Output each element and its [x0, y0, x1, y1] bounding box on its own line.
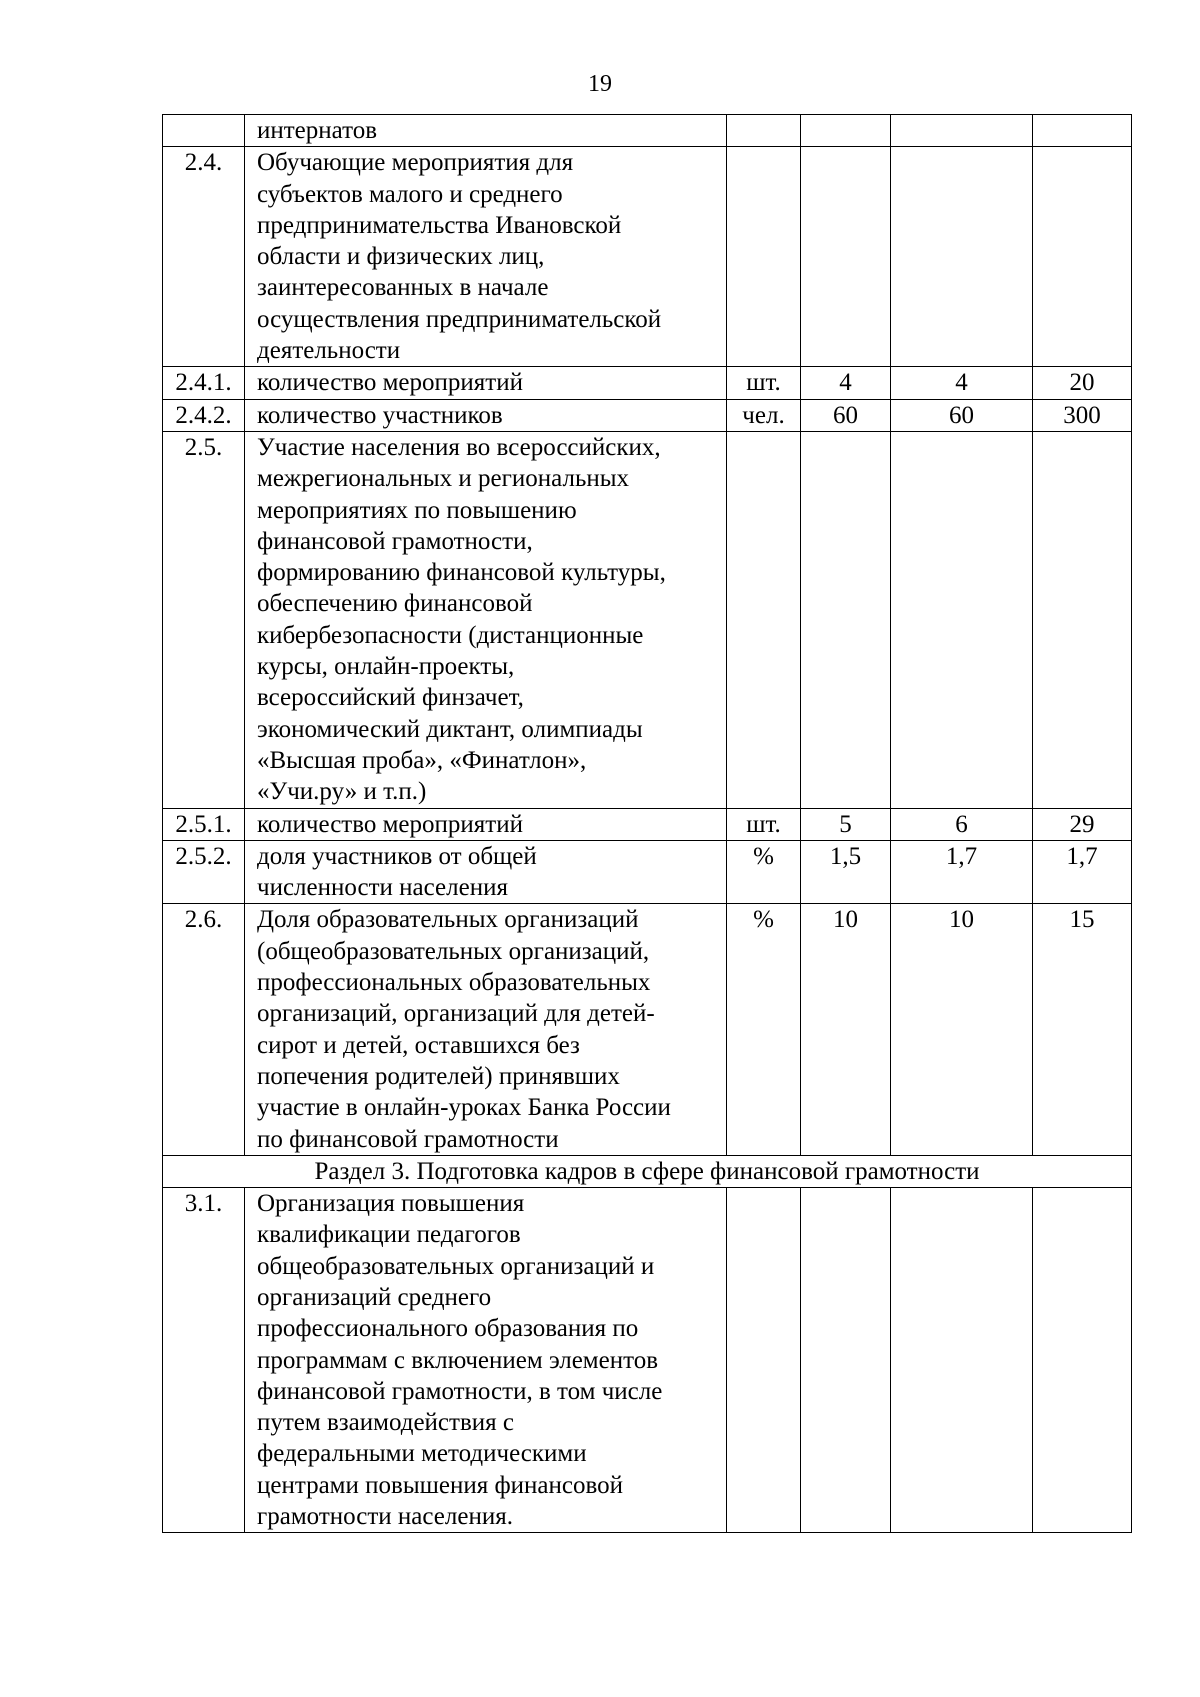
table-row	[163, 115, 1132, 147]
value-cell-3	[1033, 115, 1132, 147]
value-cell-2	[891, 147, 1033, 367]
table-row	[163, 399, 1132, 431]
item-name-line: квалификации педагогов	[257, 1221, 521, 1249]
item-name-line: «Высшая проба», «Финатлон»,	[257, 746, 587, 774]
value-cell-1: 60	[801, 399, 891, 431]
item-name-line: курсы, онлайн-проекты,	[257, 653, 515, 681]
item-name-line: предпринимательства Ивановской	[257, 211, 622, 239]
value-cell-2: 6	[891, 808, 1033, 840]
table-row	[163, 840, 1132, 904]
item-name-line: сирот и детей, оставшихся без	[257, 1031, 580, 1059]
item-name-line: формированию финансовой культуры,	[257, 559, 666, 587]
indicators-table	[162, 114, 1132, 1533]
section-header-row	[163, 1155, 1132, 1187]
item-name-line: путем взаимодействия с	[257, 1409, 514, 1437]
item-name-line: общеобразовательных организаций и	[257, 1252, 655, 1280]
item-name-line: деятельности	[257, 337, 401, 365]
value-cell-3	[1033, 431, 1132, 808]
item-name-line: профессиональных образовательных	[257, 969, 651, 997]
item-name-line: всероссийский финзачет,	[257, 684, 524, 712]
item-name-line: Доля образовательных организаций	[257, 906, 639, 934]
item-name-line: доля участников от общей	[257, 842, 537, 870]
value-cell-3: 15	[1033, 904, 1132, 1155]
item-name-cell	[245, 115, 727, 147]
unit-cell: шт.	[727, 808, 801, 840]
unit-cell	[727, 431, 801, 808]
item-name-line: участие в онлайн-уроках Банка России	[257, 1094, 671, 1122]
table-row	[163, 904, 1132, 1155]
item-number-cell: 2.4.	[163, 147, 245, 367]
value-cell-1	[801, 431, 891, 808]
table-row	[163, 367, 1132, 399]
value-cell-2: 10	[891, 904, 1033, 1155]
item-name-line: профессионального образования по	[257, 1315, 639, 1343]
item-number-cell: 2.4.2.	[163, 399, 245, 431]
value-cell-1: 4	[801, 367, 891, 399]
unit-cell: %	[727, 840, 801, 904]
value-cell-3: 29	[1033, 808, 1132, 840]
item-name-line: интернатов	[257, 117, 378, 144]
page-number: 19	[588, 71, 612, 97]
item-name-line: грамотности населения.	[257, 1503, 513, 1531]
item-name-line: центрами повышения финансовой	[257, 1471, 624, 1499]
item-name-line: кибербезопасности (дистанционные	[257, 621, 644, 649]
item-name-line: финансовой грамотности, в том числе	[257, 1377, 663, 1405]
value-cell-2: 60	[891, 399, 1033, 431]
value-cell-1	[801, 147, 891, 367]
item-name-line: заинтересованных в начале	[257, 274, 549, 302]
item-name-line: количество мероприятий	[257, 810, 523, 838]
item-name-line: организаций среднего	[257, 1283, 492, 1311]
item-name-cell	[245, 367, 727, 399]
item-name-line: Организация повышения	[257, 1190, 525, 1218]
item-name-line: федеральными методическими	[257, 1440, 587, 1468]
unit-cell: шт.	[727, 367, 801, 399]
value-cell-3: 1,7	[1033, 840, 1132, 904]
item-name-line: «Учи.ру» и т.п.)	[257, 778, 427, 806]
item-name-line: мероприятиях по повышению	[257, 496, 577, 524]
item-name-line: межрегиональных и региональных	[257, 465, 630, 493]
value-cell-2: 4	[891, 367, 1033, 399]
table-row	[163, 808, 1132, 840]
item-name-line: Участие населения во всероссийских,	[257, 433, 661, 461]
item-name-cell	[245, 840, 727, 904]
table-row	[163, 147, 1132, 367]
item-name-line: субъектов малого и среднего	[257, 180, 563, 208]
item-name-line: (общеобразовательных организаций,	[257, 937, 650, 965]
value-cell-1	[801, 115, 891, 147]
item-name-line: финансовой грамотности,	[257, 527, 533, 555]
table-body	[163, 115, 1132, 1533]
item-name-line: организаций, организаций для детей-	[257, 1000, 655, 1028]
value-cell-1	[801, 1188, 891, 1533]
item-name-line: осуществления предпринимательской	[257, 305, 662, 333]
item-number-cell: 2.6.	[163, 904, 245, 1155]
unit-cell	[727, 147, 801, 367]
item-name-line: численности населения	[257, 874, 508, 902]
unit-cell	[727, 115, 801, 147]
table-row	[163, 1188, 1132, 1533]
value-cell-1: 1,5	[801, 840, 891, 904]
item-name-cell	[245, 399, 727, 431]
item-name-line: обеспечению финансовой	[257, 590, 533, 618]
unit-cell: чел.	[727, 399, 801, 431]
item-name-line: количество мероприятий	[257, 369, 523, 397]
value-cell-2: 1,7	[891, 840, 1033, 904]
item-number-cell: 2.5.	[163, 431, 245, 808]
value-cell-3	[1033, 1188, 1132, 1533]
item-name-cell	[245, 904, 727, 1155]
section-title: Раздел 3. Подготовка кадров в сфере финансовой грамотности	[163, 1155, 1132, 1187]
item-name-line: программам с включением элементов	[257, 1346, 659, 1374]
value-cell-3	[1033, 147, 1132, 367]
value-cell-1: 5	[801, 808, 891, 840]
item-name-line: попечения родителей) принявших	[257, 1062, 620, 1090]
value-cell-2	[891, 431, 1033, 808]
item-name-cell	[245, 808, 727, 840]
value-cell-3: 300	[1033, 399, 1132, 431]
item-name-line: количество участников	[257, 401, 503, 429]
item-number-cell: 2.5.2.	[163, 840, 245, 904]
item-number-cell: 2.4.1.	[163, 367, 245, 399]
value-cell-2	[891, 115, 1033, 147]
item-name-cell	[245, 431, 727, 808]
item-name-line: области и физических лиц,	[257, 243, 545, 271]
item-number-cell: 2.5.1.	[163, 808, 245, 840]
unit-cell: %	[727, 904, 801, 1155]
item-name-line: по финансовой грамотности	[257, 1125, 559, 1153]
item-number-cell	[163, 115, 245, 147]
value-cell-2	[891, 1188, 1033, 1533]
item-name-cell	[245, 147, 727, 367]
value-cell-1: 10	[801, 904, 891, 1155]
item-name-cell	[245, 1188, 727, 1533]
item-name-line: Обучающие мероприятия для	[257, 149, 574, 177]
unit-cell	[727, 1188, 801, 1533]
value-cell-3: 20	[1033, 367, 1132, 399]
item-number-cell: 3.1.	[163, 1188, 245, 1533]
table-row	[163, 431, 1132, 808]
item-name-line: экономический диктант, олимпиады	[257, 715, 643, 743]
